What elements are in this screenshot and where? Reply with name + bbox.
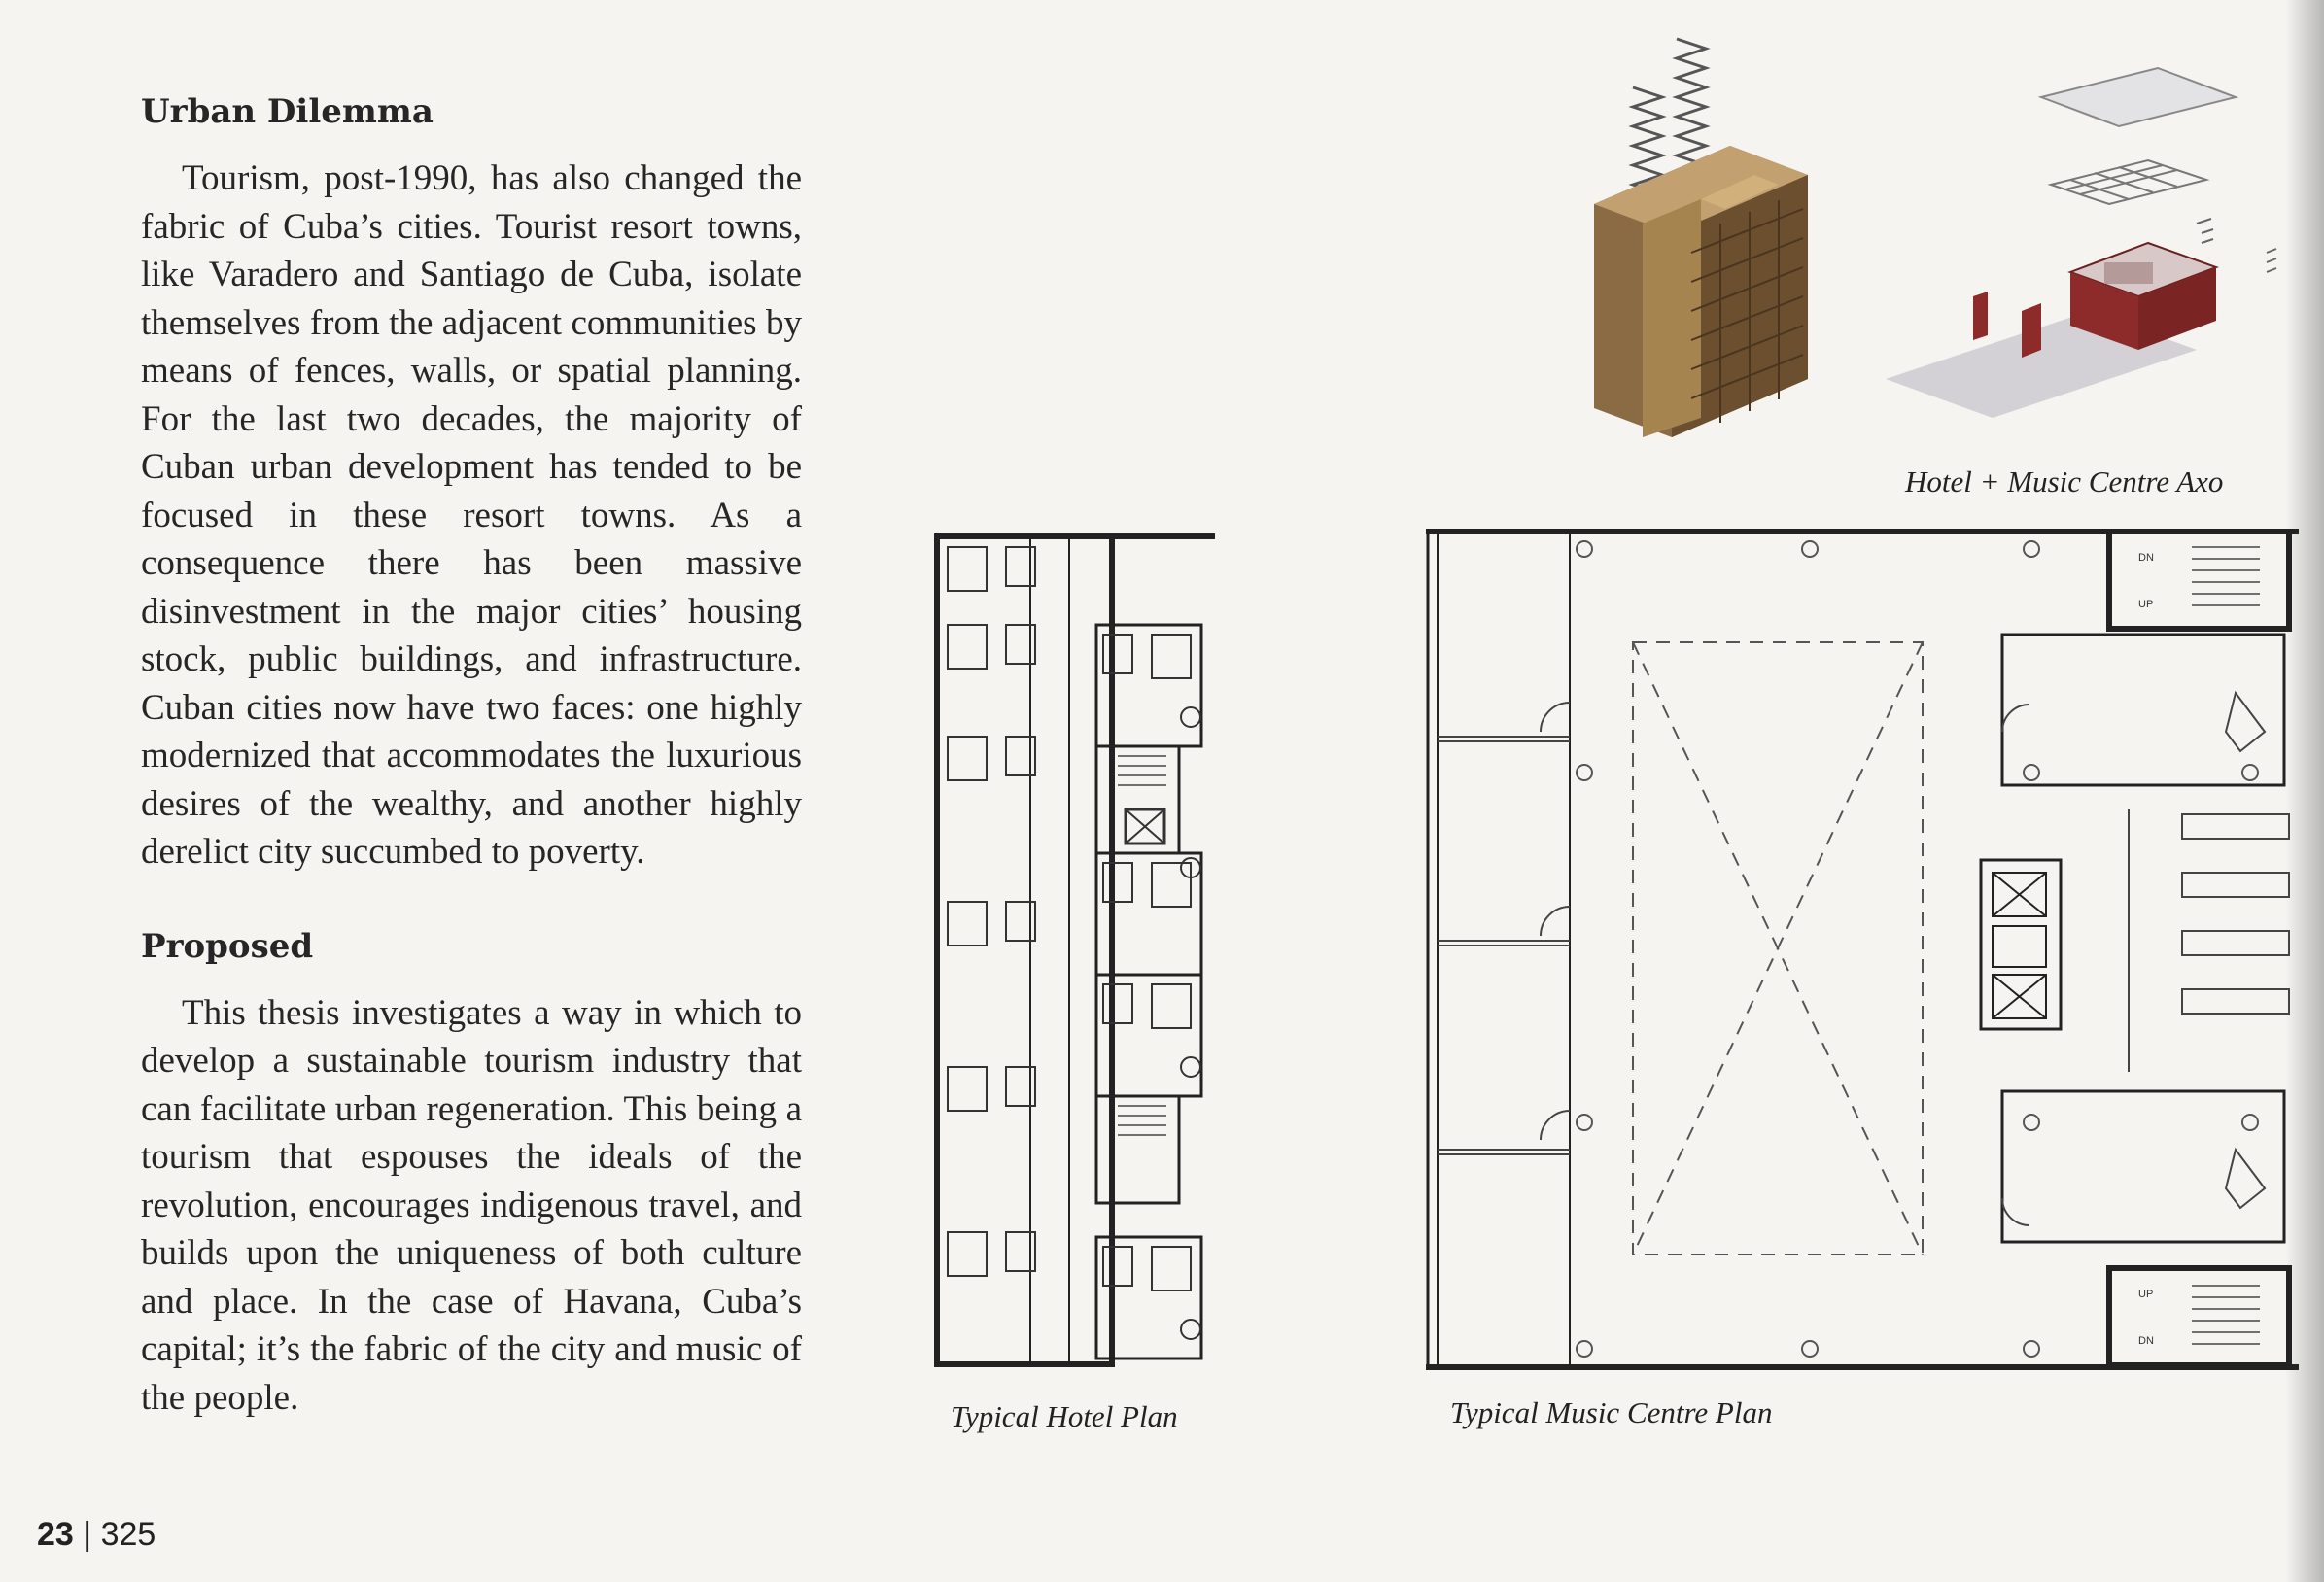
stair-dn-label-top: DN (2138, 552, 2154, 564)
stair-dn-label-bottom: DN (2138, 1335, 2154, 1347)
axo-caption: Hotel + Music Centre Axo (1905, 464, 2224, 499)
page-number-total: 325 (100, 1516, 156, 1553)
stair-up-label-bottom: UP (2138, 1289, 2154, 1300)
page-number-current: 23 (37, 1516, 74, 1553)
urban-dilemma-heading: Urban Dilemma (141, 92, 434, 131)
hotel-plan-caption: Typical Hotel Plan (951, 1399, 1178, 1433)
music-centre-axo-drawing (1886, 58, 2284, 428)
urban-dilemma-paragraph: Tourism, post-1990, has also changed the fabric of Cuba’s cities. Tourist resort towns, like Varadero and Santiago de Cuba, isolate themselves from the adjacent communities by means of fences, walls, or spatial planning. For the last two decades, the majority of Cuban urban development has tended to be focused in these resort towns. As a consequence there has been massive disinvestment in the major cities’ housing stock, public buildings, and infrastructure. Cuban cities now have two faces: one highly modernized that accommodates the luxurious desires of the wealthy, and another highly derelict city succumbed to poverty. (141, 158, 802, 872)
page-number-separator: | (73, 1516, 101, 1553)
text-column (141, 92, 802, 1422)
hotel-axo-drawing (1584, 29, 1818, 457)
music-centre-plan-caption: Typical Music Centre Plan (1450, 1395, 1773, 1429)
proposed-paragraph: This thesis investigates a way in which to develop a sustainable tourism industry that can facilitate urban regeneration. This being a tourism that espouses the ideals of the revolution, encourages indigenous travel, and builds upon the uniqueness of both culture and place. In the case of Havana, Cuba’s capital; it’s the fabric of the city and music of the people. (141, 992, 802, 1418)
stair-up-label-top: UP (2138, 599, 2154, 610)
music-centre-plan-drawing (1424, 528, 2299, 1371)
proposed-heading: Proposed (141, 926, 314, 966)
hotel-plan-drawing (933, 533, 1244, 1368)
page-number (37, 1516, 156, 1554)
